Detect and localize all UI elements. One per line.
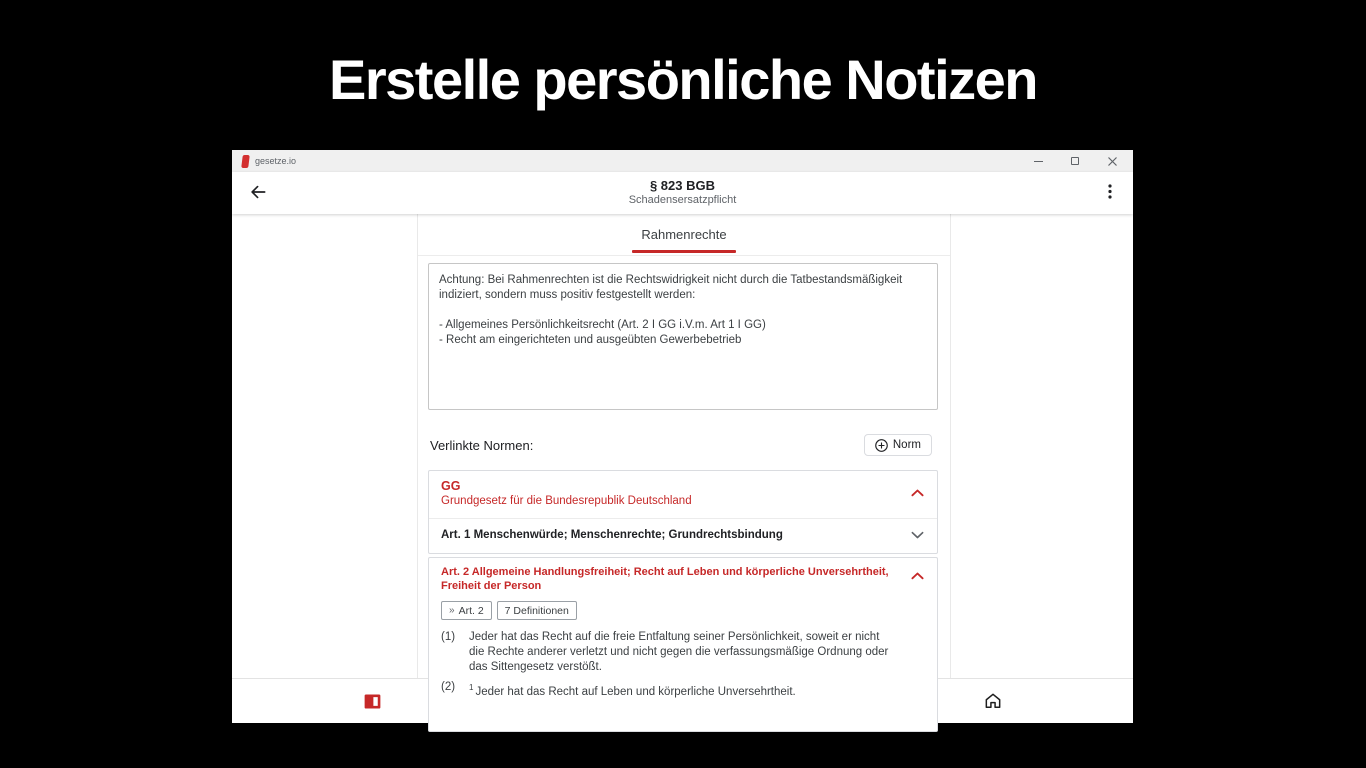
law-abbr: GG xyxy=(441,479,461,493)
add-circle-icon xyxy=(875,439,888,452)
article-2-row[interactable] xyxy=(429,558,937,597)
article-2-title: Art. 2 Allgemeine Handlungsfreiheit; Recht auf Leben und körperliche Unversehrtheit, Freiheit der Person xyxy=(441,566,889,592)
tab-bar xyxy=(418,214,950,256)
definitions-chip-label: 7 Definitionen xyxy=(504,604,569,617)
add-norm-button[interactable] xyxy=(864,434,932,456)
note-bullet-1: - Allgemeines Persönlichkeitsrecht (Art. 2 I GG i.V.m. Art 1 I GG) xyxy=(439,319,766,331)
maximize-icon[interactable] xyxy=(1070,156,1080,166)
book-icon[interactable] xyxy=(360,689,384,713)
article-1-title: Art. 1 Menschenwürde; Menschenrechte; Grundrechtsbindung xyxy=(441,529,783,541)
content-area xyxy=(232,214,1133,698)
minimize-icon[interactable] xyxy=(1033,156,1043,166)
chevron-down-icon[interactable] xyxy=(911,531,924,539)
law-full-name: Grundgesetz für die Bundesrepublik Deutschland xyxy=(441,495,692,507)
article-1-row[interactable] xyxy=(429,519,937,550)
note-intro: Achtung: Bei Rahmenrechten ist die Rechtswidrigkeit nicht durch die Tatbestandsmäßigkeit indiziert, sondern muss positiv festgestellt werden: xyxy=(439,274,903,301)
app-header xyxy=(232,172,1133,214)
definitions-chip[interactable] xyxy=(497,601,577,620)
left-column-divider xyxy=(417,214,418,678)
page-title: Erstelle persönliche Notizen xyxy=(329,48,1037,111)
kebab-menu-icon[interactable] xyxy=(1101,184,1119,202)
arrow-back-icon[interactable] xyxy=(248,182,270,204)
law-group-header[interactable] xyxy=(429,471,937,518)
window-controls xyxy=(1033,156,1123,166)
article-2-card xyxy=(428,557,938,732)
norm-subtitle: Schadensersatzpflicht xyxy=(628,194,737,207)
sentence-number: 1 xyxy=(469,683,474,692)
paragraph-number: (2) xyxy=(441,681,456,693)
article-2-chips xyxy=(429,597,937,627)
tab-rahmenrechte[interactable]: Rahmenrechte xyxy=(641,227,727,242)
window-app-name: gesetze.io xyxy=(255,156,297,166)
paragraph-text: $^1$ Jeder hat das Recht auf Leben und körperliche Unversehrtheit. xyxy=(469,683,796,698)
chevron-up-icon[interactable] xyxy=(911,489,924,497)
note-bullet-2: - Recht am eingerichteten und ausgeübten Gewerbebetrieb xyxy=(439,334,742,346)
chevron-up-icon[interactable] xyxy=(911,572,924,580)
article-2-paragraph-1 xyxy=(429,627,937,677)
article-2-paragraph-2 xyxy=(429,677,937,702)
norm-title: § 823 BGB xyxy=(649,178,716,194)
header-titles xyxy=(629,179,737,207)
app-window xyxy=(232,150,1133,723)
app-logo-icon xyxy=(241,155,250,168)
paragraph-number: (1) xyxy=(441,631,456,643)
goto-article-chip-label: Art. 2 xyxy=(458,604,484,617)
active-tab-indicator xyxy=(632,250,736,253)
paragraph-text: Jeder hat das Recht auf die freie Entfaltung seiner Persönlichkeit, soweit er nicht die Rechte anderer verletzt und nicht gegen die verfassungsmäßige Ordnung oder das Sittengesetz verstößt. xyxy=(469,631,889,673)
linked-norms-label: Verlinkte Normen: xyxy=(430,438,534,453)
window-titlebar xyxy=(232,150,1133,172)
law-group-card xyxy=(428,470,938,554)
goto-article-chip[interactable] xyxy=(441,601,492,620)
right-column-divider xyxy=(950,214,951,678)
add-norm-label: Norm xyxy=(892,439,921,451)
home-icon[interactable] xyxy=(981,689,1005,713)
close-icon[interactable] xyxy=(1107,156,1117,166)
personal-note-box[interactable] xyxy=(428,263,938,410)
linked-norms-row xyxy=(428,434,938,458)
jump-arrow-icon: » xyxy=(449,605,455,616)
